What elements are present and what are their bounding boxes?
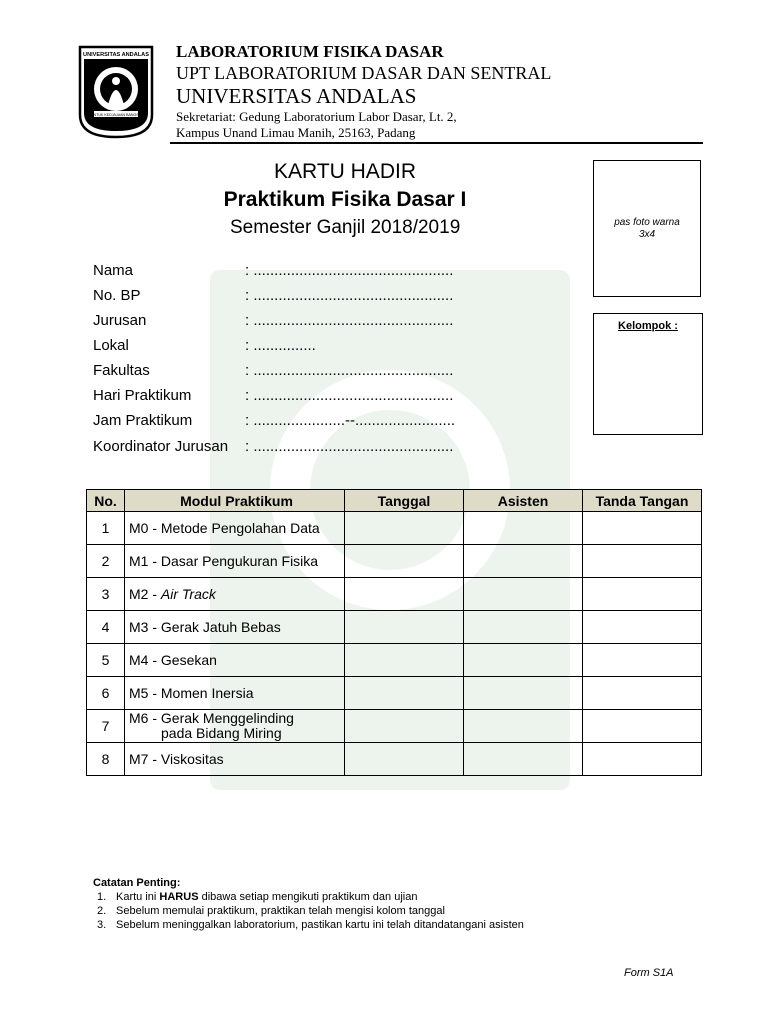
cell-tanda-tangan (583, 611, 702, 644)
address-line-1: Sekretariat: Gedung Laboratorium Labor Dasar, Lt. 2, (176, 109, 457, 124)
row-no: 6 (87, 677, 125, 710)
header-divider (170, 142, 703, 144)
attendance-table (86, 489, 702, 776)
row-no: 7 (87, 710, 125, 743)
field-label-nama: Nama (93, 262, 134, 279)
group-label: Kelompok : (618, 320, 678, 332)
svg-text:UNIVERSITAS ANDALAS: UNIVERSITAS ANDALAS (83, 52, 149, 58)
cell-tanggal (345, 611, 464, 644)
table-row (87, 644, 702, 677)
cell-tanggal (345, 743, 464, 776)
row-modul (125, 578, 345, 611)
practicum-title: Praktikum Fisika Dasar I (223, 188, 467, 211)
cell-asisten (464, 611, 583, 644)
note-text-bold: HARUS (159, 891, 199, 903)
field-value-nobp: : ................................................ (245, 287, 454, 304)
row-modul: M1 - Dasar Pengukuran Fisika (125, 545, 345, 578)
note-item (93, 918, 524, 932)
row-modul: M7 - Viskositas (125, 743, 345, 776)
cell-tanggal (345, 512, 464, 545)
row-modul-line1: M6 - Gerak Menggelinding (129, 710, 294, 726)
note-item (93, 904, 524, 918)
card-title: KARTU HADIR (274, 160, 416, 183)
row-modul-prefix: M2 - (129, 586, 161, 602)
university-logo (78, 45, 154, 139)
cell-tanggal (345, 578, 464, 611)
cell-asisten (464, 743, 583, 776)
cell-asisten (464, 578, 583, 611)
photo-label-line2: 3x4 (638, 229, 656, 240)
row-no: 8 (87, 743, 125, 776)
table-row (87, 677, 702, 710)
field-label-koordinator: Koordinator Jurusan (93, 438, 229, 455)
cell-asisten (464, 710, 583, 743)
field-value-lokal: : ............... (245, 337, 316, 354)
note-number: 2. (97, 905, 107, 917)
cell-tanda-tangan (583, 677, 702, 710)
table-header-row (87, 490, 702, 512)
row-modul: M4 - Gesekan (125, 644, 345, 677)
address-line-2: Kampus Unand Limau Manih, 25163, Padang (176, 125, 416, 140)
row-modul (125, 710, 345, 743)
cell-asisten (464, 677, 583, 710)
row-modul: M3 - Gerak Jatuh Bebas (125, 611, 345, 644)
row-modul-line2: pada Bidang Miring (161, 725, 282, 741)
header-tanggal: Tanggal (345, 490, 464, 512)
table-row (87, 512, 702, 545)
row-no: 4 (87, 611, 125, 644)
lab-name: LABORATORIUM FISIKA DASAR (176, 42, 444, 61)
cell-asisten (464, 512, 583, 545)
field-value-koordinator: : ................................................ (245, 438, 454, 455)
form-code: Form S1A (624, 967, 674, 979)
cell-tanda-tangan (583, 644, 702, 677)
table-row (87, 578, 702, 611)
field-label-lokal: Lokal (93, 337, 129, 354)
note-text (116, 890, 417, 904)
field-value-hari: : ................................................ (245, 387, 454, 404)
table-row (87, 611, 702, 644)
unit-name: UPT LABORATORIUM DASAR DAN SENTRAL (176, 63, 552, 83)
header-no: No. (87, 490, 125, 512)
field-value-fakultas: : ................................................ (245, 362, 454, 379)
field-value-nama: : ................................................ (245, 262, 454, 279)
row-modul: M5 - Momen Inersia (125, 677, 345, 710)
header-modul: Modul Praktikum (125, 490, 345, 512)
cell-tanggal (345, 710, 464, 743)
table-row (87, 743, 702, 776)
notes-title: Catatan Penting: (93, 877, 181, 889)
cell-tanggal (345, 545, 464, 578)
header-asisten: Asisten (464, 490, 583, 512)
header-tanda-tangan: Tanda Tangan (583, 490, 702, 512)
cell-tanda-tangan (583, 512, 702, 545)
cell-tanda-tangan (583, 710, 702, 743)
field-label-jam: Jam Praktikum (93, 412, 193, 429)
semester-title: Semester Ganjil 2018/2019 (230, 217, 461, 238)
note-text: Sebelum meninggalkan laboratorium, pastikan kartu ini telah ditandatangani asisten (116, 919, 524, 931)
row-no: 2 (87, 545, 125, 578)
cell-tanda-tangan (583, 743, 702, 776)
field-label-jurusan: Jurusan (93, 312, 147, 329)
field-label-hari: Hari Praktikum (93, 387, 192, 404)
note-number: 3. (97, 919, 107, 931)
cell-tanda-tangan (583, 545, 702, 578)
group-box (593, 313, 703, 435)
note-number: 1. (97, 891, 107, 903)
note-text: Sebelum memulai praktikum, praktikan telah mengisi kolom tanggal (116, 905, 445, 917)
row-no: 3 (87, 578, 125, 611)
row-no: 1 (87, 512, 125, 545)
photo-box (593, 160, 701, 297)
field-label-nobp: No. BP (93, 287, 141, 304)
note-text-post: dibawa setiap mengikuti praktikum dan ujian (198, 891, 418, 903)
row-modul: M0 - Metode Pengolahan Data (125, 512, 345, 545)
field-label-fakultas: Fakultas (93, 362, 150, 379)
cell-asisten (464, 644, 583, 677)
important-notes (93, 876, 524, 932)
row-modul-italic: Air Track (160, 586, 216, 602)
cell-tanda-tangan (583, 578, 702, 611)
row-no: 5 (87, 644, 125, 677)
cell-tanggal (345, 644, 464, 677)
svg-text:UNTUK KEDJAJAAN BANGSA: UNTUK KEDJAJAAN BANGSA (90, 113, 142, 117)
table-row (87, 545, 702, 578)
cell-tanggal (345, 677, 464, 710)
field-value-jurusan: : ................................................ (245, 312, 454, 329)
university-name: UNIVERSITAS ANDALAS (176, 84, 417, 108)
note-text-pre: Kartu ini (116, 891, 160, 903)
cell-asisten (464, 545, 583, 578)
photo-label-line1: pas foto warna (614, 217, 680, 228)
note-item (93, 890, 524, 904)
field-value-jam: : ......................--........................ (245, 412, 456, 429)
table-row (87, 710, 702, 743)
